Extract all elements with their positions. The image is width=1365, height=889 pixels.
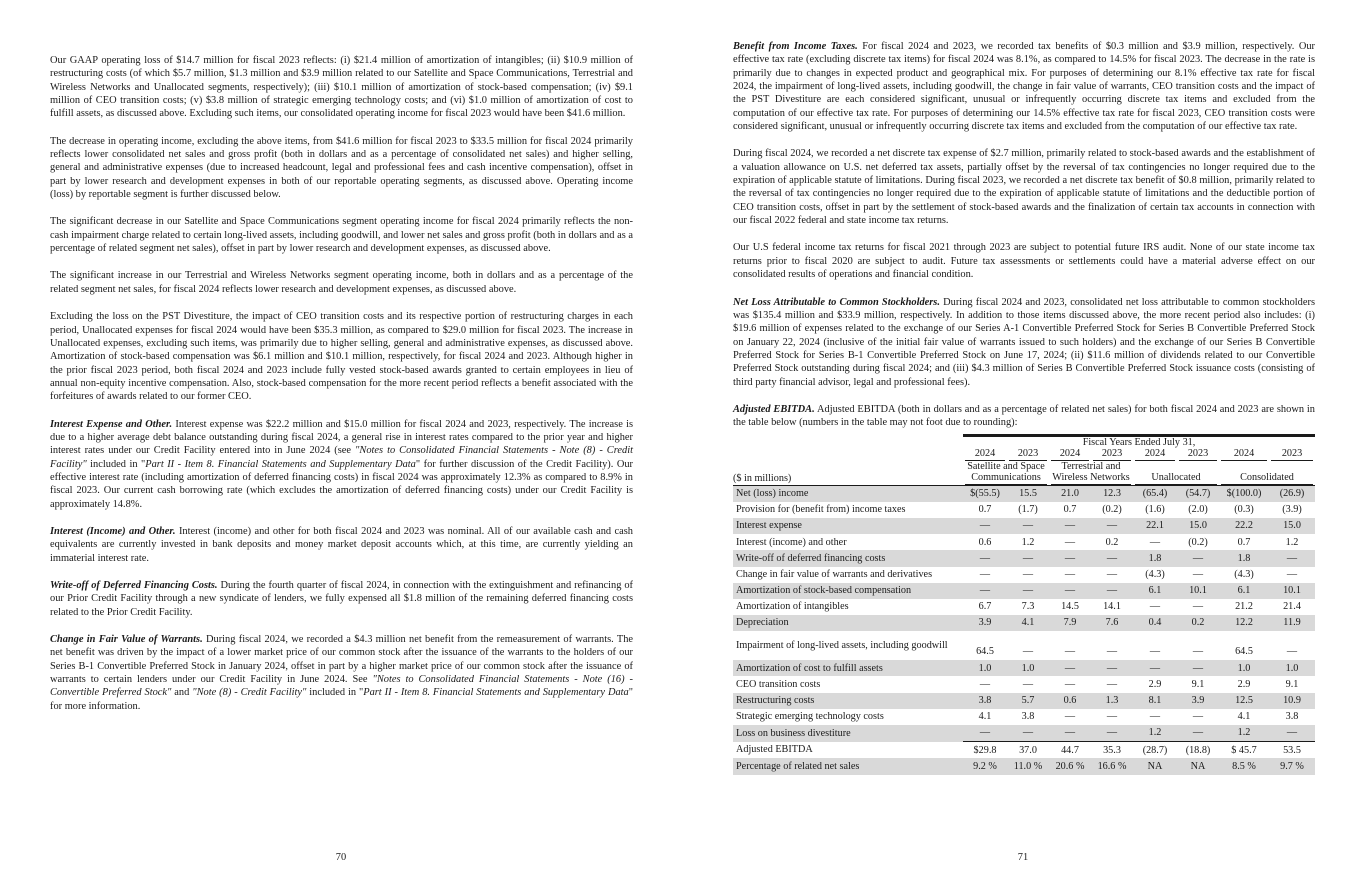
table-cell: 4.1 (978, 711, 992, 723)
row-label: Adjusted EBITDA (736, 744, 813, 756)
table-cell: 11.0 % (1007, 758, 1049, 774)
table-cell: — (1192, 568, 1204, 580)
row-label: Loss on business divestiture (733, 725, 963, 742)
table-cell: 8.5 % (1219, 758, 1269, 774)
table-row (733, 583, 1315, 599)
table-cell: 3.8 (963, 693, 1007, 709)
heading-net-loss: Net Loss Attributable to Common Stockholders. (733, 296, 940, 308)
table-cell: 16.6 % (1091, 758, 1133, 774)
note-reference: "Notes to Consolidated Financial Statements - Note (8) - Credit Facility" (50, 445, 633, 470)
table-cell: 12.2 (1219, 615, 1269, 631)
table-cell: 1.2 (1133, 725, 1177, 742)
table-cell: 10.9 (1269, 693, 1315, 709)
row-label: Net (loss) income (733, 485, 963, 502)
table-cell: 15.0 (1269, 518, 1315, 534)
table-cell: 3.8 (1285, 711, 1299, 723)
table-cell: — (1049, 518, 1091, 534)
paragraph-tax-returns: Our U.S federal income tax returns for fiscal 2021 through 2023 are subject to potential future IRS audit. None of our state income tax returns prior to fiscal 2020 are subject to audit. Future tax assessments or settlements could have a material adverse effect on our consolidated results of operations and financial condition. (733, 242, 1315, 281)
table-cell: — (1022, 568, 1034, 580)
table-cell: — (1091, 725, 1133, 742)
table-cell: — (1022, 645, 1034, 657)
table-cell: 0.6 (1049, 693, 1091, 709)
table-cell: 1.2 (1219, 725, 1269, 742)
table-cell: 0.7 (1063, 504, 1077, 516)
year-header: 2023 (1007, 448, 1049, 461)
table-cell: 1.0 (1219, 660, 1269, 676)
row-label: Interest (income) and other (736, 536, 847, 548)
table-cell: 15.0 (1177, 518, 1219, 534)
table-cell: — (1049, 550, 1091, 566)
table-row (733, 485, 1315, 502)
paragraph-net-loss: Net Loss Attributable to Common Stockholders. During fiscal 2024 and 2023, consolidated net loss attributable to common stockholders was $135.4 million and $33.9 million, respectively. In addition to those items discussed above, the more recent period also includes: (i) $19.6 million of expenses related to the exchange of our Series A-1 Convertible Preferred Stock for Series B Convertible Preferred Stock on January 22, 2024 (inclusive of the initial fair value of warrants issued to such holders) and the exchange of our Series B Convertible Preferred Stock for Series B-1 Convertible Preferred Stock on June 17, 2024; (ii) $11.6 million of dividends related to our Convertible Preferred Stock outstanding during fiscal 2024; and (iii) $4.3 million of Series B Convertible Preferred Stock issuance costs (consisting of third party financial advisor, legal and professional fees). (733, 296, 1315, 388)
table-cell: 4.1 (1007, 615, 1049, 631)
table-cell: (0.2) (1102, 504, 1122, 516)
year-header: 2023 (1269, 448, 1315, 461)
table-cell: — (979, 568, 991, 580)
right-column (733, 40, 1315, 775)
table-cell: 14.5 (1061, 601, 1079, 613)
note-reference: "Note (8) - Credit Facility" (192, 687, 307, 699)
row-label: Write-off of deferred financing costs (733, 550, 963, 566)
table-cell: — (1192, 711, 1204, 723)
table-cell: — (1192, 601, 1204, 613)
table-cell: — (1064, 536, 1076, 548)
table-cell: — (1149, 645, 1161, 657)
row-label: Depreciation (733, 615, 963, 631)
table-cell: 1.8 (1219, 550, 1269, 566)
table-cell: — (1177, 550, 1219, 566)
table-cell: — (1286, 568, 1298, 580)
year-header: 2023 (1177, 448, 1219, 461)
paragraph-operating-loss: Our GAAP operating loss of $14.7 million for fiscal 2023 reflects: (i) $21.4 million of amortization of intangibles; (ii) $10.9 million of restructuring costs (of which $5.7 million, $1.3 million and $3.9 million related to our Satellite and Space Communications, Terrestrial and Wireless Networks and Unallocated segments, respectively); (iii) $10.1 million of amortization of stock-based compensation; (iv) $9.1 million of CEO transition costs; (v) $3.8 million of strategic emerging technology costs; and (vi) $1.0 million of amortization of cost to fulfill assets, as discussed above. Excluding such items, our consolidated operating income for fiscal 2023 would have been $41.6 million. (50, 55, 633, 120)
table-cell: 6.7 (978, 601, 992, 613)
table-cell: 6.1 (1219, 583, 1269, 599)
paragraph-operating-income-decrease: The decrease in operating income, excluding the above items, from $41.6 million for fiscal 2023 to $33.5 million for fiscal 2024 primarily reflects lower consolidated net sales and gross profit (both in dollars and as a percentage of consolidated net sales) and higher selling, general and administrative expenses (due to increased headcount, legal and professional fees and cash incentive compensation), offset in part by lower research and development expenses in both of our reportable operating segments, as discussed above. Operating income (loss) by reportable segment is further discussed below. (50, 135, 633, 201)
table-cell: — (1007, 725, 1049, 742)
row-label: Impairment of long-lived assets, including goodwill (736, 640, 948, 652)
table-cell: — (1106, 678, 1118, 690)
paragraph-unallocated: Excluding the loss on the PST Divestiture, the impact of CEO transition costs and its respective portion of restructuring charges in each period, Unallocated expenses for fiscal 2024 would have been $35.3 million, as compared to $29.0 million for fiscal 2023. The increase in Unallocated expenses, excluding such items, was primarily due to higher selling, general and administrative expenses, as discussed above. Amortization of stock-based compensation was $6.1 million and $10.1 million, respectively, for fiscal 2024 and 2023. Although higher in the prior fiscal 2023 period, both fiscal 2024 and 2023 include fully vested stock-based awards granted to certain employees in lieu of annual non-equity incentive compensation. Also, stock-based compensation for the more recent period reflects a benefit associated with the forfeitures of awards related to our former CEO. (50, 311, 633, 403)
table-cell: $(100.0) (1219, 485, 1269, 502)
table-cell: (4.3) (1234, 568, 1254, 580)
heading-interest-income: Interest (Income) and Other. (50, 525, 176, 537)
page-right (682, 0, 1365, 889)
heading-interest-expense: Interest Expense and Other. (50, 418, 173, 430)
table-cell: 0.7 (978, 504, 992, 516)
table-cell: (26.9) (1269, 485, 1315, 502)
year-header: 2024 (1219, 448, 1269, 461)
row-label: Strategic emerging technology costs (736, 711, 884, 723)
heading-benefit-income-taxes: Benefit from Income Taxes. (733, 41, 858, 52)
table-cell: — (963, 518, 1007, 534)
row-label: CEO transition costs (736, 678, 821, 690)
table-cell: 1.0 (1269, 660, 1315, 676)
table-cell: — (963, 725, 1007, 742)
table-cell: — (1091, 660, 1133, 676)
table-cell: — (1049, 583, 1091, 599)
table-cell: 15.5 (1007, 485, 1049, 502)
table-cell: (0.2) (1188, 536, 1208, 548)
table-cell: — (1192, 645, 1204, 657)
table-cell: 8.1 (1133, 693, 1177, 709)
table-cell: — (1177, 660, 1219, 676)
table-cell: (18.8) (1177, 742, 1219, 759)
table-cell: 1.8 (1133, 550, 1177, 566)
table-cell: 4.1 (1237, 711, 1251, 723)
table-cell: — (1064, 568, 1076, 580)
table-cell: 64.5 (1235, 645, 1253, 657)
table-row (733, 660, 1315, 676)
table-cell: 20.6 % (1049, 758, 1091, 774)
table-cell: (28.7) (1133, 742, 1177, 759)
table-cell: 22.2 (1219, 518, 1269, 534)
paragraph-interest-income: Interest (Income) and Other. Interest (income) and other for both fiscal 2024 and 2023 was nominal. All of our available cash and cash equivalents are currently invested in bank deposits and money market deposit accounts which, at this time, are currently yielding an immaterial interest rate. (50, 525, 633, 564)
table-cell: 9.1 (1191, 678, 1205, 690)
table-cell: — (1064, 645, 1076, 657)
row-label: Provision for (benefit from) income taxes (736, 504, 906, 516)
table-cell: — (1177, 725, 1219, 742)
table-cell: 0.2 (1177, 615, 1219, 631)
row-label: Change in fair value of warrants and derivatives (736, 568, 933, 580)
table-cell: — (1149, 601, 1161, 613)
table-cell: 1.0 (963, 660, 1007, 676)
table-cell: $(55.5) (963, 485, 1007, 502)
table-cell: 11.9 (1269, 615, 1315, 631)
table-cell: 9.2 % (963, 758, 1007, 774)
page-left (0, 0, 682, 889)
table-row (733, 631, 1315, 660)
table-cell: 7.3 (1021, 601, 1035, 613)
table-cell: 22.1 (1133, 518, 1177, 534)
table-cell: 53.5 (1269, 742, 1315, 759)
table-cell: — (1064, 678, 1076, 690)
table-cell: — (1091, 583, 1133, 599)
paragraph-adjusted-ebitda: Adjusted EBITDA. Adjusted EBITDA (both in dollars and as a percentage of related net sales) for both fiscal 2024 and 2023 are shown in the table below (numbers in the table may not foot due to rounding): (733, 403, 1315, 429)
table-cell: 0.7 (1237, 536, 1251, 548)
unit-label: ($ in millions) (733, 473, 792, 485)
paragraph-benefit-income-taxes: Benefit from Income Taxes. For fiscal 2024 and 2023, we recorded tax benefits of $0.3 million and $3.9 million, respectively. Our effective tax rate (excluding discrete tax items) for fiscal 2024 was 8.1%, as compared to 14.5% for fiscal 2023. The decrease in the rate is primarily due to changes in expected product and geographical mix. For purposes of determining our 8.1% effective tax rate for fiscal 2024, the impairment of long-lived assets, including goodwill, the change in fair value of warrants, CEO transition costs and the impact of the PST Divestiture are each considered significant, unusual or infrequently occurring discrete tax items and excluded from the computation of our effective tax rate. For purposes of determining our 14.5% effective tax rate for fiscal 2023, CEO transition costs were considered significant, unusual or infrequently occurring discrete tax items and excluded from the computation of our effective tax rate. (733, 41, 1315, 133)
row-label: Interest expense (733, 518, 963, 534)
fiscal-years-header: Fiscal Years Ended July 31, (963, 435, 1315, 448)
note-reference: "Notes to Consolidated Financial Statements - Note (16) - Convertible Preferred Stock" (50, 674, 633, 699)
table-row (733, 709, 1315, 725)
table-row (733, 742, 1315, 759)
table-cell: — (1106, 711, 1118, 723)
table-cell: 0.4 (1133, 615, 1177, 631)
table-cell: — (1022, 678, 1034, 690)
table-cell: 2.9 (1237, 678, 1251, 690)
table-cell: 10.1 (1177, 583, 1219, 599)
table-row (733, 676, 1315, 692)
table-cell: — (1007, 518, 1049, 534)
table-cell: — (963, 550, 1007, 566)
segment-header-terrestrial: Terrestrial and Wireless Networks (1052, 460, 1130, 484)
table-cell: 3.8 (1021, 711, 1035, 723)
row-label: Percentage of related net sales (733, 758, 963, 774)
paragraph-discrete-tax: During fiscal 2024, we recorded a net discrete tax expense of $2.7 million, primarily related to stock-based awards and the establishment of a valuation allowance on U.S. net deferred tax assets, partially offset by the reversal of tax contingencies no longer required due to the expiration of applicable statute of limitations. During fiscal 2023, we recorded a net discrete tax benefit of $0.8 million, primarily related to the reversal of tax contingencies no longer required due to the expiration of applicable statute of limitations and the deductible portion of CEO transition costs, offset in part by the settlement of stock-based awards and the finalization of certain tax accounts in connection with our fiscal 2022 federal and state income tax returns. (733, 148, 1315, 227)
year-header: 2024 (1049, 448, 1091, 461)
table-row (733, 502, 1315, 518)
table-row (733, 534, 1315, 550)
table-cell: 21.0 (1049, 485, 1091, 502)
table-cell: 21.2 (1235, 601, 1253, 613)
table-cell: NA (1133, 758, 1177, 774)
row-label: Restructuring costs (733, 693, 963, 709)
table-cell: 12.3 (1091, 485, 1133, 502)
table-cell: (0.3) (1234, 504, 1254, 516)
table-cell: 14.1 (1103, 601, 1121, 613)
table-cell: (1.6) (1145, 504, 1165, 516)
table-cell: — (963, 583, 1007, 599)
table-cell: 44.7 (1049, 742, 1091, 759)
year-header: 2024 (1133, 448, 1177, 461)
table-cell: (4.3) (1145, 568, 1165, 580)
table-cell: 7.6 (1091, 615, 1133, 631)
segment-header-consolidated: Consolidated (1219, 461, 1315, 486)
paragraph-satellite-segment: The significant decrease in our Satellite and Space Communications segment operating income for fiscal 2024 primarily reflects the non-cash impairment charge related to certain long-lived assets, including goodwill, and lower net sales and gross profit (both in dollars and as a percentage of related segment net sales), offset in part by lower research and development expenses, as discussed above. (50, 216, 633, 255)
adjusted-ebitda-table (733, 434, 1315, 775)
part-reference: Part II - Item 8. Financial Statements and Supplementary Data (363, 687, 629, 699)
table-row (733, 567, 1315, 583)
table-cell: — (1286, 645, 1298, 657)
heading-warrants: Change in Fair Value of Warrants. (50, 634, 203, 646)
table-cell: — (1007, 583, 1049, 599)
table-row (733, 518, 1315, 534)
table-cell: — (1106, 645, 1118, 657)
paragraph-write-off: Write-off of Deferred Financing Costs. During the fourth quarter of fiscal 2024, in connection with the extinguishment and refinancing of our Prior Credit Facility through a new syndicate of lenders, we fully expensed all $1.8 million of the remaining deferred financing costs related to the Prior Credit Facility. (50, 580, 633, 618)
heading-adjusted-ebitda: Adjusted EBITDA. (733, 403, 815, 415)
table-cell: — (1091, 518, 1133, 534)
table-cell: (3.9) (1282, 504, 1302, 516)
left-column (50, 54, 633, 727)
table-cell: 9.7 % (1269, 758, 1315, 774)
table-cell: $29.8 (963, 742, 1007, 759)
table-cell: 6.1 (1133, 583, 1177, 599)
year-header: 2023 (1091, 448, 1133, 461)
segment-header-satellite: Satellite and Space Communications (963, 461, 1049, 486)
heading-write-off: Write-off of Deferred Financing Costs. (50, 580, 218, 591)
table-cell: 7.9 (1049, 615, 1091, 631)
table-row (733, 758, 1315, 774)
table-cell: — (1106, 568, 1118, 580)
table-cell: 1.2 (1021, 536, 1035, 548)
table-cell: 64.5 (976, 645, 994, 657)
table-row (733, 725, 1315, 742)
row-label: Amortization of cost to fulfill assets (733, 660, 963, 676)
part-reference: Part II - Item 8. Financial Statements and Supplementary Data (145, 458, 416, 470)
paragraph-warrants: Change in Fair Value of Warrants. During fiscal 2024, we recorded a $4.3 million net benefit from the remeasurement of warrants. The net benefit was driven by the impact of a lower market price of our common stock after the issuance of the warrants to the holders of our Series B-1 Convertible Preferred Stock in January 2024, offset in part by a higher market price of our common stock after the issuance of warrants to certain lenders under our Credit Facility in June 2024. See "Notes to Consolidated Financial Statements - Note (16) - Convertible Preferred Stock" and "Note (8) - Credit Facility" included in "Part II - Item 8. Financial Statements and Supplementary Data" for more information. (50, 634, 634, 712)
table-cell: — (1149, 711, 1161, 723)
table-cell: — (1007, 550, 1049, 566)
table-cell: $ 45.7 (1219, 742, 1269, 759)
table-cell: — (1269, 725, 1315, 742)
table-cell: — (1133, 660, 1177, 676)
table-cell: 2.9 (1148, 678, 1162, 690)
table-cell: 10.1 (1269, 583, 1315, 599)
table-cell: 21.4 (1283, 601, 1301, 613)
segment-header-unallocated: Unallocated (1133, 461, 1219, 486)
table-cell: — (1149, 536, 1161, 548)
table-cell: — (1049, 725, 1091, 742)
table-cell: 35.3 (1091, 742, 1133, 759)
page-number-right: 71 (1017, 852, 1029, 863)
page-number-left: 70 (335, 852, 347, 863)
table-cell: — (979, 678, 991, 690)
table-cell: — (1091, 550, 1133, 566)
table-cell: (2.0) (1188, 504, 1208, 516)
table-row (733, 693, 1315, 709)
row-label: Amortization of intangibles (736, 601, 849, 613)
table-cell: 1.3 (1091, 693, 1133, 709)
table-cell: 3.9 (1177, 693, 1219, 709)
table-cell: 0.6 (978, 536, 992, 548)
table-cell: (54.7) (1177, 485, 1219, 502)
table-row (733, 599, 1315, 615)
table-cell: NA (1177, 758, 1219, 774)
table-cell: (1.7) (1018, 504, 1038, 516)
table-cell: — (1049, 660, 1091, 676)
table-cell: 1.0 (1007, 660, 1049, 676)
row-label: Amortization of stock-based compensation (733, 583, 963, 599)
table-cell: 5.7 (1007, 693, 1049, 709)
table-row (733, 615, 1315, 631)
paragraph-terrestrial-segment: The significant increase in our Terrestrial and Wireless Networks segment operating income, both in dollars and as a percentage of the related segment net sales, for fiscal 2024 reflects lower research and development expenses, as discussed above. (50, 270, 633, 295)
table-cell: 9.1 (1285, 678, 1299, 690)
table-cell: 0.2 (1105, 536, 1119, 548)
paragraph-interest-expense: Interest Expense and Other. Interest expense was $22.2 million and $15.0 million for fiscal 2024 and 2023, respectively. The increase is due to a higher average debt balance outstanding during fiscal 2024, a general rise in interest rates compared to the prior year and higher interest rates under our Credit Facility entered into in June 2024 (see "Notes to Consolidated Financial Statements - Note (8) - Credit Facility" included in "Part II - Item 8. Financial Statements and Supplementary Data" for further discussion of the Credit Facility). Our effective interest rate (including amortization of deferred financing costs) in fiscal 2024 was approximately 12.3% as compared to 8.9% in fiscal 2023. Our current cash borrowing rate (which excludes the amortization of deferred financing costs) under our Credit Facility is approximately 14.8%. (50, 418, 633, 510)
table-cell: 1.2 (1285, 536, 1299, 548)
table-cell: 12.5 (1219, 693, 1269, 709)
year-header: 2024 (963, 448, 1007, 461)
table-cell: — (1064, 711, 1076, 723)
table-row (733, 550, 1315, 566)
table-cell: 3.9 (963, 615, 1007, 631)
table-cell: (65.4) (1133, 485, 1177, 502)
table-cell: 37.0 (1007, 742, 1049, 759)
table-cell: — (1269, 550, 1315, 566)
